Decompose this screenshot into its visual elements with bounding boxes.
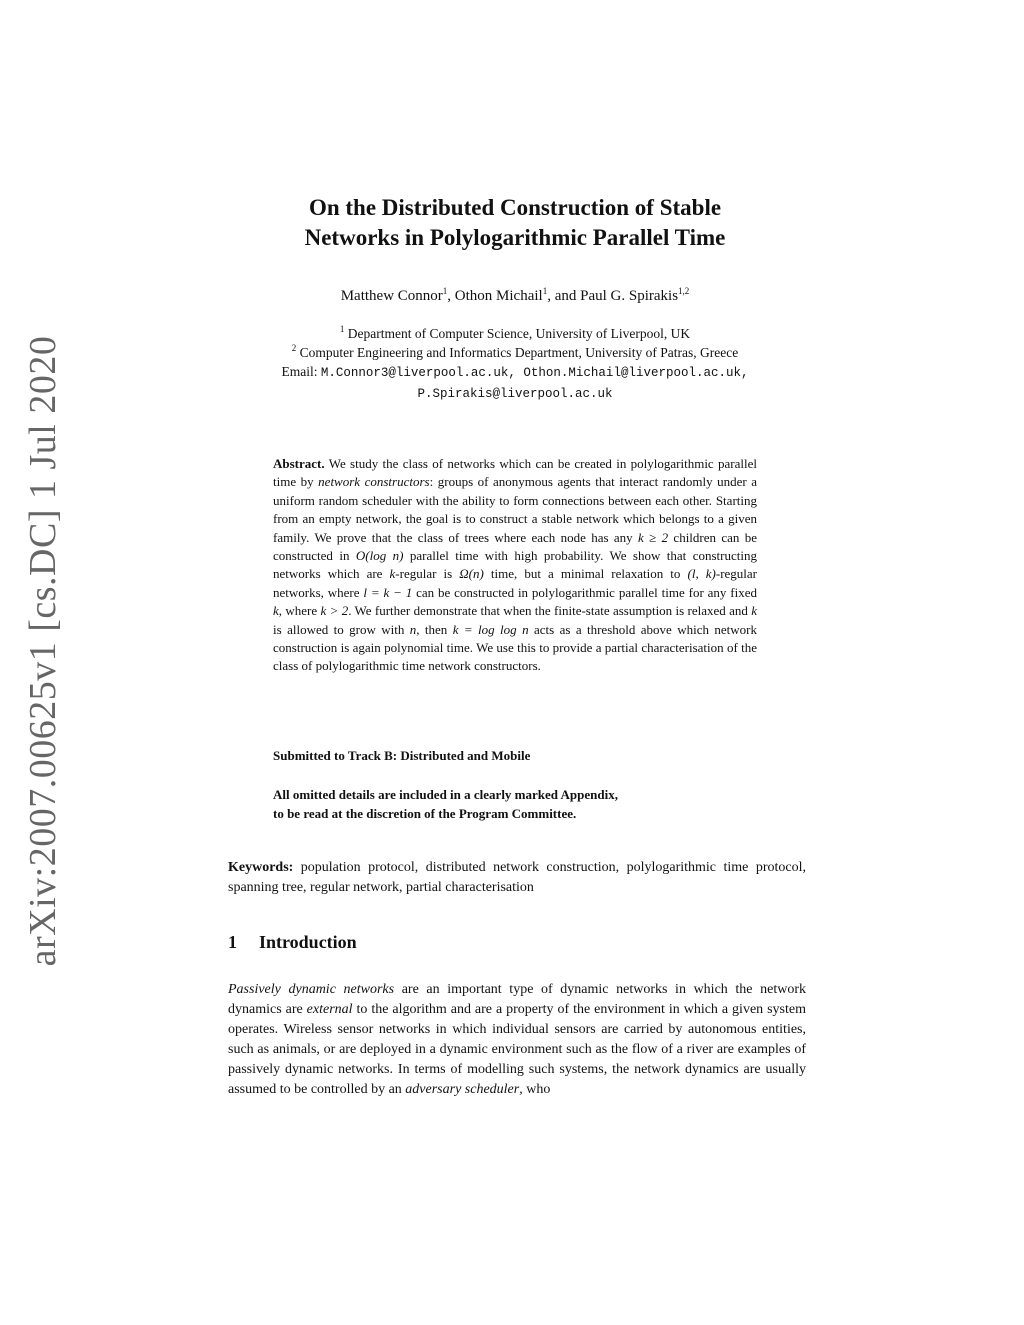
intro-emphasis: adversary scheduler [405, 1082, 520, 1098]
affiliation-1-text: Department of Computer Science, University of Liverpool, UK [344, 326, 691, 341]
author-1-affil: 1 [442, 286, 448, 296]
abstract-text: We study the class of networks which can be created in polylogarithmic parallel time by [273, 456, 757, 490]
title-line-1: On the Distributed Construction of Stable [308, 195, 722, 220]
track-note: Submitted to Track B: Distributed and Mobile [273, 748, 531, 763]
abstract-text: is allowed to grow with [273, 621, 410, 637]
keywords-label: Keywords: [228, 860, 294, 875]
math-inline: k [389, 566, 396, 582]
title-line-2: Networks in Polylogarithmic Parallel Time [304, 225, 726, 250]
abstract-emphasis: network constructors [318, 474, 430, 490]
keywords-text: population protocol, distributed network construction, polylogarithmic time protocol, spanning tree, regular network, partial characterisation [228, 860, 806, 895]
math-inline: k [273, 603, 279, 619]
author-3-affil: 1,2 [678, 286, 690, 296]
section-heading [228, 932, 357, 953]
abstract-text: acts as a threshold above which network construction is again polynomial time. We use this to provide a partial characterisation of the class of polylogarithmic time network constructors. [273, 621, 757, 674]
abstract-label: Abstract. [273, 456, 325, 471]
abstract-text: , then [416, 621, 453, 637]
affiliations [200, 324, 830, 404]
omitted-note-line-2: to be read at the discretion of the Program Committee. [273, 805, 577, 821]
author-2-affil: 1 [542, 286, 548, 296]
email-line-2 [200, 383, 830, 404]
intro-text: , who [519, 1082, 551, 1098]
author-list [200, 288, 830, 305]
author-2: Othon Michail [454, 288, 543, 304]
arxiv-stamp: arXiv:2007.00625v1 [cs.DC] 1 Jul 2020 [22, 335, 64, 967]
math-inline: Ω(n) [459, 566, 484, 582]
abstract-text: can be constructed in polylogarithmic parallel time for any fixed [412, 584, 757, 600]
math-inline: k > 2 [320, 603, 349, 619]
affiliation-2-number: 2 [291, 343, 297, 353]
math-inline: O(log n) [355, 548, 404, 564]
introduction-paragraph [228, 980, 806, 1101]
intro-text: are an important type of dynamic networks in which the network dynamics are [228, 982, 806, 1018]
math-inline: n [409, 621, 417, 637]
omitted-note-line-1: All omitted details are included in a clearly marked Appendix, [273, 787, 618, 802]
omitted-details-note [273, 786, 757, 823]
author-3: Paul G. Spirakis [580, 288, 679, 304]
section-number: 1 [228, 932, 237, 952]
abstract [273, 455, 757, 676]
author-1: Matthew Connor [340, 288, 443, 304]
keywords [228, 858, 806, 898]
email-line-1 [200, 362, 830, 383]
author-separator: , [447, 288, 455, 304]
abstract-text: parallel time with high probability. We show that constructing networks which are [273, 548, 757, 582]
abstract-text: : groups of anonymous agents that interact randomly under a uniform random scheduler with the ability to form connections between each other. Starting from an empty network, the goal is to construct a stable network which belongs to a given family. We prove that the class of trees where each node has any [273, 474, 757, 545]
abstract-text: , where [278, 603, 321, 619]
math-inline: k ≥ 2 [638, 529, 669, 545]
abstract-text: -regular networks, where [273, 566, 758, 600]
abstract-text: children can be constructed in [273, 529, 758, 564]
intro-text: to the algorithm and are a property of the environment in which a given system operates. Wireless sensor networks in which individual sensors are carried by autonomous entities, such as animals, or are deployed in a dynamic environment such as the flow of a river are examples of passively dynamic networks. In terms of modelling such systems, the network dynamics are usually assumed to be controlled by an [228, 1002, 806, 1098]
affiliation-1-number: 1 [339, 324, 345, 334]
affiliation-2 [200, 343, 830, 362]
affiliation-2-text: Computer Engineering and Informatics Department, University of Patras, Greece [296, 345, 739, 360]
email-label: Email: [281, 364, 321, 379]
email-addresses-1[interactable]: M.Connor3@liverpool.ac.uk, Othon.Michail@liverpool.ac.uk, [320, 366, 749, 380]
abstract-text: -regular is [395, 566, 460, 582]
affiliation-1 [200, 324, 830, 343]
math-inline: l = k − 1 [363, 584, 413, 600]
intro-emphasis: external [306, 1002, 353, 1018]
author-separator: , and [547, 288, 581, 304]
section-title: Introduction [259, 932, 357, 952]
abstract-text: . We further demonstrate that when the finite-state assumption is relaxed and [348, 603, 752, 619]
intro-emphasis: Passively dynamic networks [228, 982, 395, 997]
email-addresses-2[interactable]: P.Spirakis@liverpool.ac.uk [417, 387, 613, 401]
math-inline: k = log log n [452, 621, 529, 637]
paper-title [200, 193, 830, 253]
math-inline: k [751, 603, 758, 619]
math-inline: (l, k) [687, 566, 716, 582]
abstract-text: time, but a minimal relaxation to [483, 566, 688, 582]
